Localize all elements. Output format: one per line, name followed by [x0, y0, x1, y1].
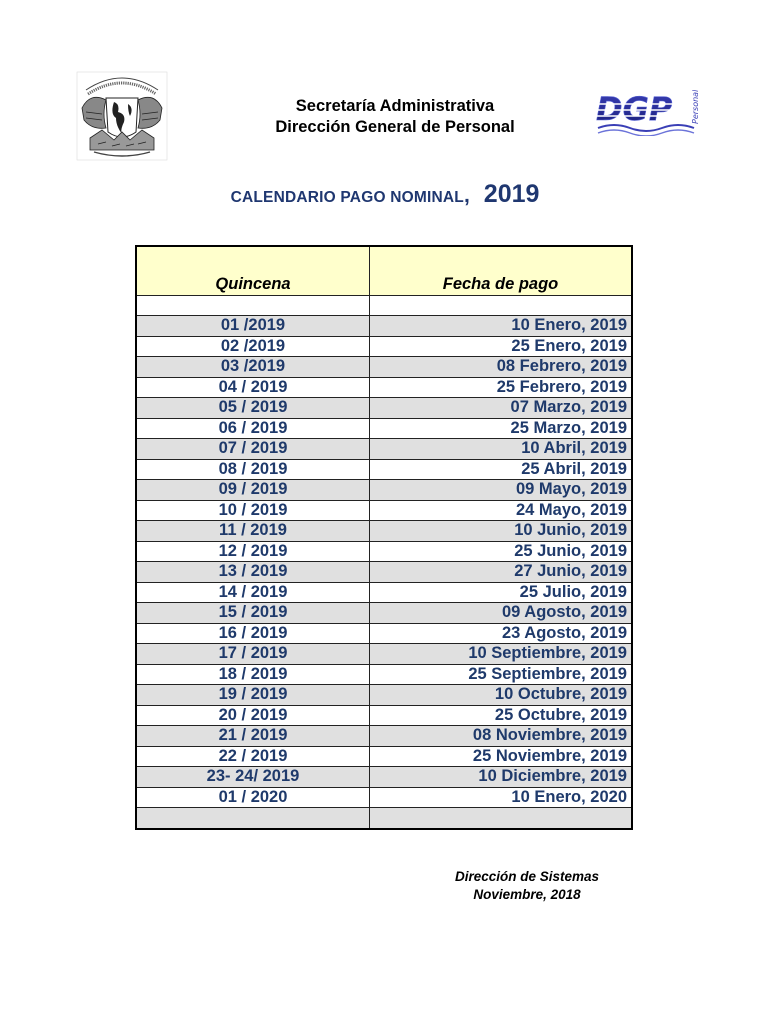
- blank-cell: [136, 296, 370, 316]
- quincena-cell: 17 / 2019: [136, 644, 370, 665]
- table-row: [136, 685, 632, 706]
- quincena-cell: 14 / 2019: [136, 582, 370, 603]
- fecha-pago-cell: 08 Noviembre, 2019: [370, 726, 633, 747]
- table-row: [136, 357, 632, 378]
- quincena-cell: 18 / 2019: [136, 664, 370, 685]
- table-row: [136, 644, 632, 665]
- table-row: [136, 398, 632, 419]
- table-header-row: [136, 246, 632, 296]
- fecha-pago-cell: 25 Noviembre, 2019: [370, 746, 633, 767]
- table-row: [136, 418, 632, 439]
- table-row: [136, 316, 632, 337]
- quincena-cell: 01 / 2020: [136, 787, 370, 808]
- fecha-pago-cell: 25 Abril, 2019: [370, 459, 633, 480]
- header-line-secretaria: Secretaría Administrativa: [295, 97, 495, 115]
- quincena-cell: 20 / 2019: [136, 705, 370, 726]
- quincena-cell: 22 / 2019: [136, 746, 370, 767]
- quincena-cell: 21 / 2019: [136, 726, 370, 747]
- table-row: [136, 746, 632, 767]
- table-row: [136, 623, 632, 644]
- fecha-pago-cell: 27 Junio, 2019: [370, 562, 633, 583]
- blank-cell: [370, 296, 633, 316]
- column-header-fecha: Fecha de pago: [370, 246, 633, 296]
- fecha-pago-cell: 10 Diciembre, 2019: [370, 767, 633, 788]
- fecha-pago-cell: 23 Agosto, 2019: [370, 623, 633, 644]
- fecha-pago-cell: 24 Mayo, 2019: [370, 500, 633, 521]
- fecha-pago-cell: 25 Febrero, 2019: [370, 377, 633, 398]
- fecha-pago-cell: 07 Marzo, 2019: [370, 398, 633, 419]
- fecha-pago-cell: 10 Abril, 2019: [370, 439, 633, 460]
- title-main: CALENDARIO PAGO NOMINAL: [230, 189, 464, 206]
- quincena-cell: 01 /2019: [136, 316, 370, 337]
- column-header-quincena: Quincena: [136, 246, 370, 296]
- fecha-pago-cell: 25 Junio, 2019: [370, 541, 633, 562]
- quincena-cell: 06 / 2019: [136, 418, 370, 439]
- quincena-cell: 15 / 2019: [136, 603, 370, 624]
- quincena-cell: 02 /2019: [136, 336, 370, 357]
- quincena-cell: 08 / 2019: [136, 459, 370, 480]
- end-cell: [136, 808, 370, 830]
- fecha-pago-cell: 10 Junio, 2019: [370, 521, 633, 542]
- fecha-pago-cell: 25 Julio, 2019: [370, 582, 633, 603]
- table-row: [136, 726, 632, 747]
- quincena-cell: 11 / 2019: [136, 521, 370, 542]
- table-row: [136, 767, 632, 788]
- table-row: [136, 787, 632, 808]
- quincena-cell: 12 / 2019: [136, 541, 370, 562]
- quincena-cell: 07 / 2019: [136, 439, 370, 460]
- payment-calendar-table: [135, 245, 633, 830]
- table-row: [136, 541, 632, 562]
- table-row: [136, 603, 632, 624]
- table-row: [136, 336, 632, 357]
- footer-department: Dirección de Sistemas: [454, 869, 600, 884]
- quincena-cell: 09 / 2019: [136, 480, 370, 501]
- fecha-pago-cell: 09 Mayo, 2019: [370, 480, 633, 501]
- fecha-pago-cell: 08 Febrero, 2019: [370, 357, 633, 378]
- table-end-row: [136, 808, 632, 830]
- quincena-cell: 13 / 2019: [136, 562, 370, 583]
- unam-seal-logo: [72, 68, 172, 164]
- svg-text:Personal: Personal: [691, 90, 700, 124]
- table-row: [136, 705, 632, 726]
- fecha-pago-cell: 10 Enero, 2019: [370, 316, 633, 337]
- document-header: [220, 96, 570, 138]
- table-row: [136, 521, 632, 542]
- fecha-pago-cell: 09 Agosto, 2019: [370, 603, 633, 624]
- quincena-cell: 19 / 2019: [136, 685, 370, 706]
- end-cell: [370, 808, 633, 830]
- dgp-logo: [594, 90, 702, 136]
- quincena-cell: 05 / 2019: [136, 398, 370, 419]
- quincena-cell: 04 / 2019: [136, 377, 370, 398]
- title-year: 2019: [483, 180, 540, 208]
- fecha-pago-cell: 25 Marzo, 2019: [370, 418, 633, 439]
- svg-text:DGP: DGP: [596, 90, 673, 128]
- fecha-pago-cell: 25 Enero, 2019: [370, 336, 633, 357]
- document-footer: [420, 868, 634, 903]
- table-row: [136, 439, 632, 460]
- quincena-cell: 16 / 2019: [136, 623, 370, 644]
- table-row: [136, 480, 632, 501]
- fecha-pago-cell: 10 Septiembre, 2019: [370, 644, 633, 665]
- footer-date: Noviembre, 2018: [473, 886, 581, 902]
- table-row: [136, 500, 632, 521]
- quincena-cell: 03 /2019: [136, 357, 370, 378]
- document-title: [150, 180, 620, 209]
- table-row: [136, 562, 632, 583]
- header-line-direccion: Dirección General de Personal: [275, 118, 515, 136]
- table-row: [136, 664, 632, 685]
- quincena-cell: 23- 24/ 2019: [136, 767, 370, 788]
- fecha-pago-cell: 25 Septiembre, 2019: [370, 664, 633, 685]
- table-blank-row: [136, 296, 632, 316]
- table-row: [136, 582, 632, 603]
- title-comma: ,: [463, 184, 470, 207]
- table-row: [136, 459, 632, 480]
- quincena-cell: 10 / 2019: [136, 500, 370, 521]
- table-row: [136, 377, 632, 398]
- fecha-pago-cell: 10 Octubre, 2019: [370, 685, 633, 706]
- fecha-pago-cell: 10 Enero, 2020: [370, 787, 633, 808]
- fecha-pago-cell: 25 Octubre, 2019: [370, 705, 633, 726]
